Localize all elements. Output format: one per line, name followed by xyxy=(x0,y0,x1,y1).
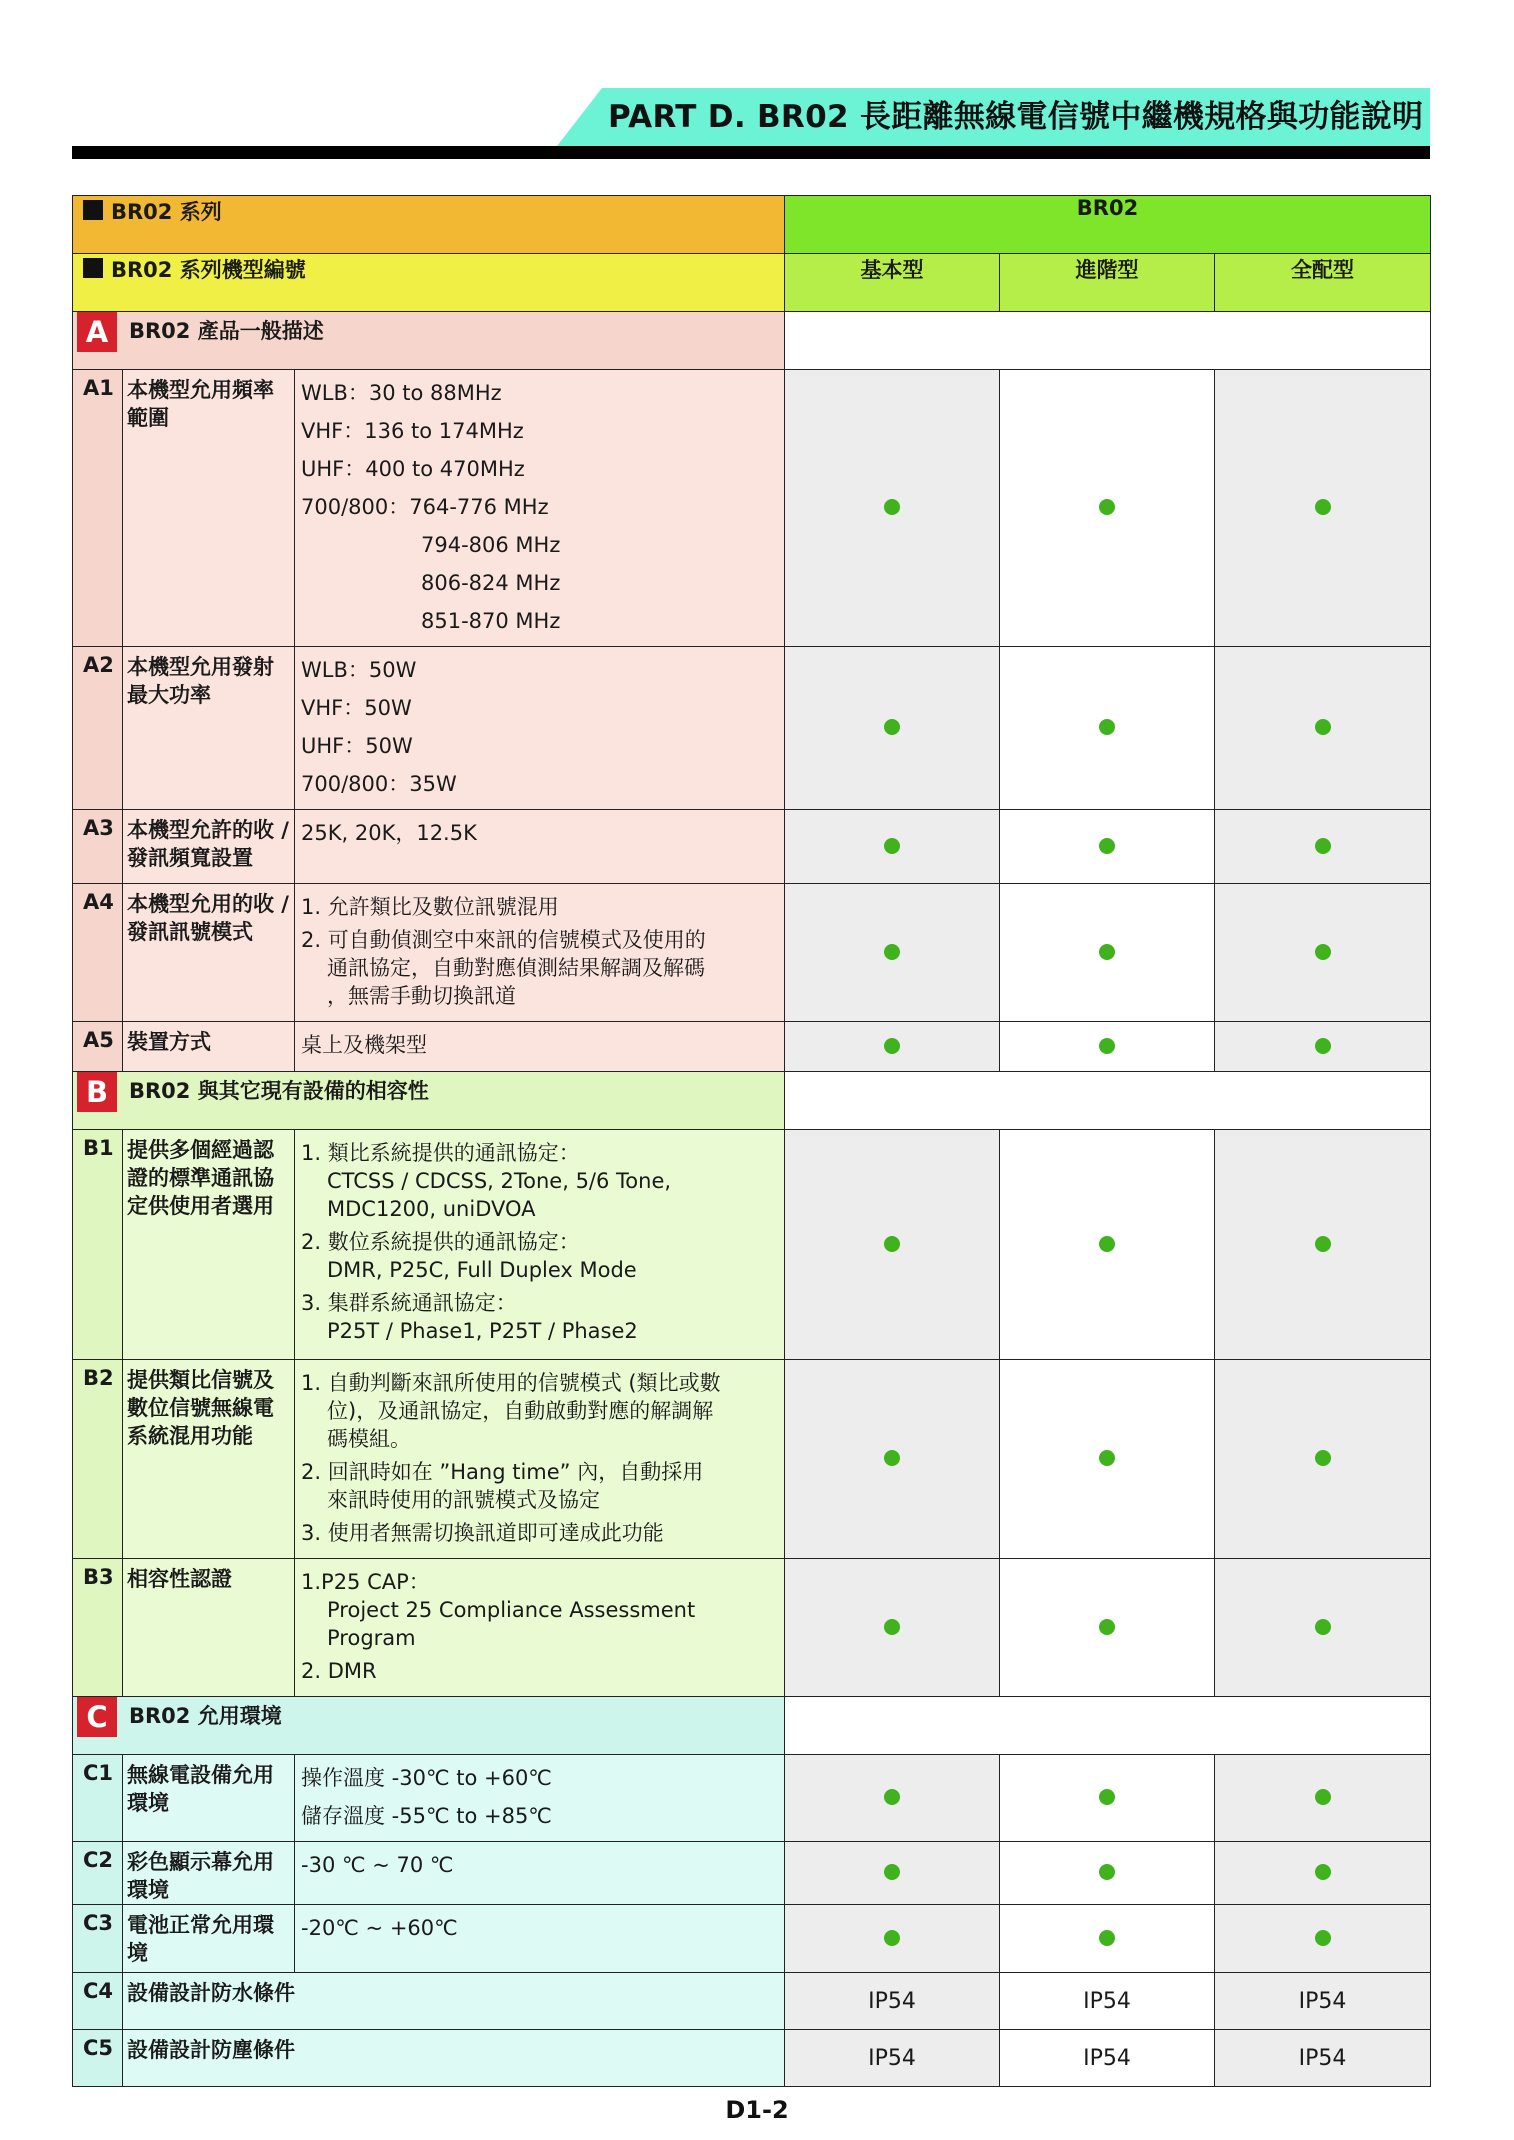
supported-dot-icon xyxy=(1099,838,1115,854)
model-cell xyxy=(1000,2030,1215,2087)
supported-dot-icon xyxy=(1315,1789,1331,1805)
supported-dot-icon xyxy=(1315,1450,1331,1466)
spec-row-id: C2 xyxy=(73,1842,123,1905)
spec-row-description xyxy=(295,647,785,810)
model-cell xyxy=(785,1842,1000,1905)
supported-dot-icon xyxy=(1315,944,1331,960)
numbered-item xyxy=(301,1228,778,1284)
spec-row-id: B2 xyxy=(73,1360,123,1559)
spec-row xyxy=(73,1905,1431,1973)
model-cell xyxy=(785,1755,1000,1842)
model-cell xyxy=(785,1360,1000,1559)
model-cell xyxy=(1000,1905,1215,1973)
spec-row-description xyxy=(295,1022,785,1072)
numbered-item-continuation: ，無需手動切換訊道 xyxy=(327,984,516,1008)
model-cell xyxy=(1215,370,1431,647)
model-cell xyxy=(785,1973,1000,2030)
model-label-cell xyxy=(73,254,785,312)
supported-dot-icon xyxy=(884,719,900,735)
numbered-item-lead: 3. 使用者無需切換訊道即可達成此功能 xyxy=(301,1521,664,1545)
section-header-a xyxy=(73,312,1431,370)
description-line: 851-870 MHz xyxy=(421,609,561,633)
model-full: 全配型 xyxy=(1215,254,1431,312)
spec-row xyxy=(73,1360,1431,1559)
spec-row-id: C3 xyxy=(73,1905,123,1973)
model-cell xyxy=(785,1130,1000,1360)
supported-dot-icon xyxy=(884,1789,900,1805)
numbered-item-lead: 2. DMR xyxy=(301,1659,377,1683)
model-cell xyxy=(1000,1842,1215,1905)
spec-row-name: 相容性認證 xyxy=(123,1559,295,1697)
numbered-item-lead: 3. 集群系統通訊協定： xyxy=(301,1291,517,1315)
spec-row-name: 裝置方式 xyxy=(123,1022,295,1072)
spec-row-name: 本機型允用發射最大功率 xyxy=(123,647,295,810)
model-row xyxy=(73,254,1431,312)
description-line: 700/800：35W xyxy=(301,772,457,796)
model-cell xyxy=(1215,1130,1431,1360)
model-cell xyxy=(1215,1905,1431,1973)
model-cell xyxy=(1000,1130,1215,1360)
spec-row-id: B3 xyxy=(73,1559,123,1697)
supported-dot-icon xyxy=(884,838,900,854)
series-label: BR02 系列 xyxy=(111,200,222,224)
spec-row-description xyxy=(295,1755,785,1842)
numbered-item xyxy=(301,1657,778,1685)
numbered-item-continuation: Program xyxy=(327,1626,416,1650)
spec-row-description xyxy=(295,884,785,1022)
header-rule xyxy=(72,146,1430,159)
model-cell xyxy=(1215,884,1431,1022)
spec-table xyxy=(72,195,1431,2087)
series-label-cell xyxy=(73,196,785,254)
description-line: -20℃ ~ +60℃ xyxy=(301,1916,458,1940)
numbered-item-continuation: 碼模組。 xyxy=(327,1427,411,1451)
description-line: 儲存溫度 -55℃ to +85℃ xyxy=(301,1804,552,1828)
spec-row-name: 設備設計防塵條件 xyxy=(123,2030,785,2087)
section-header-blank xyxy=(785,1697,1431,1755)
model-cell xyxy=(1215,1973,1431,2030)
spec-row-id: B1 xyxy=(73,1130,123,1360)
numbered-item-lead: 1. 自動判斷來訊所使用的信號模式 (類比或數 xyxy=(301,1371,721,1395)
supported-dot-icon xyxy=(884,1619,900,1635)
square-bullet-icon xyxy=(83,200,103,220)
supported-dot-icon xyxy=(884,1864,900,1880)
numbered-item-continuation: 位)，及通訊協定，自動啟動對應的解調解 xyxy=(327,1399,714,1423)
numbered-item-lead: 2. 回訊時如在 ”Hang time” 內，自動採用 xyxy=(301,1460,704,1484)
supported-dot-icon xyxy=(1315,1038,1331,1054)
spec-row-description xyxy=(295,370,785,647)
section-letter-badge: C xyxy=(77,1697,117,1737)
supported-dot-icon xyxy=(884,1930,900,1946)
spec-row xyxy=(73,1130,1431,1360)
model-cell xyxy=(785,1559,1000,1697)
numbered-item-lead: 2. 可自動偵測空中來訊的信號模式及使用的 xyxy=(301,928,706,952)
model-cell xyxy=(1215,1360,1431,1559)
model-cell xyxy=(785,1905,1000,1973)
supported-dot-icon xyxy=(1315,1930,1331,1946)
section-title-cell xyxy=(73,1697,785,1755)
page-number: D1-2 xyxy=(725,2096,789,2124)
description-line: 806-824 MHz xyxy=(421,571,561,595)
spec-row-id: A1 xyxy=(73,370,123,647)
numbered-item-continuation: CTCSS / CDCSS, 2Tone, 5/6 Tone, xyxy=(327,1169,672,1193)
section-title: BR02 允用環境 xyxy=(129,1704,282,1728)
spec-row-description xyxy=(295,1559,785,1697)
supported-dot-icon xyxy=(1099,1789,1115,1805)
model-cell xyxy=(785,647,1000,810)
description-line: UHF：50W xyxy=(301,734,413,758)
spec-row-name: 本機型允許的收 / 發訊頻寬設置 xyxy=(123,810,295,884)
supported-dot-icon xyxy=(884,1236,900,1252)
description-line: WLB：30 to 88MHz xyxy=(301,381,502,405)
supported-dot-icon xyxy=(1099,1236,1115,1252)
description-line: 25K, 20K，12.5K xyxy=(301,821,477,845)
model-label: BR02 系列機型編號 xyxy=(111,258,306,282)
numbered-item-continuation: MDC1200, uniDVOA xyxy=(327,1197,536,1221)
rating-value: IP54 xyxy=(1298,2045,1347,2071)
section-header-c xyxy=(73,1697,1431,1755)
supported-dot-icon xyxy=(1315,719,1331,735)
spec-row-description xyxy=(295,1842,785,1905)
spec-row-id: A4 xyxy=(73,884,123,1022)
spec-row-name: 本機型允用的收 / 發訊訊號模式 xyxy=(123,884,295,1022)
model-cell xyxy=(1215,1559,1431,1697)
square-bullet-icon xyxy=(83,258,103,278)
supported-dot-icon xyxy=(1099,1864,1115,1880)
spec-row-description xyxy=(295,810,785,884)
description-line: WLB：50W xyxy=(301,658,417,682)
supported-dot-icon xyxy=(1099,1038,1115,1054)
model-cell xyxy=(1000,884,1215,1022)
supported-dot-icon xyxy=(884,499,900,515)
spec-row xyxy=(73,810,1431,884)
description-line: 操作溫度 -30℃ to +60℃ xyxy=(301,1766,552,1790)
numbered-item-lead: 1. 類比系統提供的通訊協定： xyxy=(301,1141,580,1165)
section-header-blank xyxy=(785,1072,1431,1130)
spec-row xyxy=(73,1973,1431,2030)
model-cell xyxy=(1000,1360,1215,1559)
numbered-item xyxy=(301,1289,778,1345)
numbered-item-lead: 1. 允許類比及數位訊號混用 xyxy=(301,895,559,919)
spec-row-name: 電池正常允用環境 xyxy=(123,1905,295,1973)
numbered-item xyxy=(301,926,778,1010)
spec-row-description xyxy=(295,1130,785,1360)
description-line: UHF：400 to 470MHz xyxy=(301,457,525,481)
supported-dot-icon xyxy=(1315,1236,1331,1252)
model-cell xyxy=(1215,1022,1431,1072)
spec-row-name: 本機型允用頻率範圍 xyxy=(123,370,295,647)
section-header-blank xyxy=(785,312,1431,370)
numbered-item-continuation: 通訊協定，自動對應偵測結果解調及解碼 xyxy=(327,956,705,980)
spec-row xyxy=(73,1755,1431,1842)
spec-row-id: C1 xyxy=(73,1755,123,1842)
rating-value: IP54 xyxy=(1083,1988,1131,2014)
model-cell xyxy=(785,2030,1000,2087)
spec-row-id: A3 xyxy=(73,810,123,884)
spec-row-name: 提供多個經過認證的標準通訊協定供使用者選用 xyxy=(123,1130,295,1360)
rating-value: IP54 xyxy=(1083,2045,1131,2071)
numbered-item xyxy=(301,893,778,921)
model-cell xyxy=(1000,1755,1215,1842)
numbered-item xyxy=(301,1568,778,1652)
description-line: VHF：136 to 174MHz xyxy=(301,419,524,443)
spec-row-id: A2 xyxy=(73,647,123,810)
spec-row-id: C4 xyxy=(73,1973,123,2030)
section-title-cell xyxy=(73,312,785,370)
section-letter-badge: B xyxy=(77,1072,117,1112)
model-cell xyxy=(1215,1755,1431,1842)
model-cell xyxy=(1000,810,1215,884)
supported-dot-icon xyxy=(1099,944,1115,960)
model-cell xyxy=(785,884,1000,1022)
supported-dot-icon xyxy=(1099,499,1115,515)
spec-row xyxy=(73,1022,1431,1072)
model-cell xyxy=(1215,1842,1431,1905)
numbered-item xyxy=(301,1519,778,1547)
spec-row-id: A5 xyxy=(73,1022,123,1072)
supported-dot-icon xyxy=(884,1450,900,1466)
description-line: 700/800：764-776 MHz xyxy=(301,495,549,519)
numbered-item-continuation: DMR, P25C, Full Duplex Mode xyxy=(327,1258,637,1282)
series-model-name: BR02 xyxy=(785,196,1431,254)
model-cell xyxy=(1215,647,1431,810)
rating-value: IP54 xyxy=(868,1988,916,2014)
numbered-item-continuation: 來訊時使用的訊號模式及協定 xyxy=(327,1488,600,1512)
section-letter-badge: A xyxy=(77,312,117,352)
model-cell xyxy=(1215,810,1431,884)
spec-row-name: 設備設計防水條件 xyxy=(123,1973,785,2030)
spec-row xyxy=(73,884,1431,1022)
model-cell xyxy=(1000,1559,1215,1697)
numbered-item xyxy=(301,1458,778,1514)
spec-row-description xyxy=(295,1360,785,1559)
spec-row-id: C5 xyxy=(73,2030,123,2087)
spec-row-name: 提供類比信號及數位信號無線電系統混用功能 xyxy=(123,1360,295,1559)
numbered-item-lead: 2. 數位系統提供的通訊協定： xyxy=(301,1230,580,1254)
section-header-b xyxy=(73,1072,1431,1130)
description-line: 794-806 MHz xyxy=(421,533,561,557)
section-title-cell xyxy=(73,1072,785,1130)
supported-dot-icon xyxy=(1099,1450,1115,1466)
numbered-item-continuation: Project 25 Compliance Assessment xyxy=(327,1598,696,1622)
series-row xyxy=(73,196,1431,254)
numbered-item-continuation: P25T / Phase1, P25T / Phase2 xyxy=(327,1319,638,1343)
description-line: -30 ℃ ~ 70 ℃ xyxy=(301,1853,454,1877)
model-cell xyxy=(1215,2030,1431,2087)
page-header-title: PART D. BR02 長距離無線電信號中繼機規格與功能說明 xyxy=(608,99,1424,135)
numbered-item xyxy=(301,1369,778,1453)
supported-dot-icon xyxy=(1099,719,1115,735)
spec-row xyxy=(73,647,1431,810)
spec-row xyxy=(73,1559,1431,1697)
model-cell xyxy=(785,370,1000,647)
model-cell xyxy=(785,810,1000,884)
model-cell xyxy=(785,1022,1000,1072)
spec-row-description xyxy=(295,1905,785,1973)
rating-value: IP54 xyxy=(868,2045,916,2071)
model-basic: 基本型 xyxy=(785,254,1000,312)
supported-dot-icon xyxy=(1315,1864,1331,1880)
spec-row xyxy=(73,2030,1431,2087)
rating-value: IP54 xyxy=(1298,1988,1347,2014)
description-line: 桌上及機架型 xyxy=(301,1033,427,1057)
supported-dot-icon xyxy=(1315,499,1331,515)
spec-row xyxy=(73,370,1431,647)
spec-row xyxy=(73,1842,1431,1905)
section-title: BR02 產品一般描述 xyxy=(129,319,324,343)
supported-dot-icon xyxy=(1099,1930,1115,1946)
model-advanced: 進階型 xyxy=(1000,254,1215,312)
numbered-item-lead: 1.P25 CAP： xyxy=(301,1570,430,1594)
supported-dot-icon xyxy=(884,1038,900,1054)
supported-dot-icon xyxy=(1099,1619,1115,1635)
numbered-item xyxy=(301,1139,778,1223)
section-title: BR02 與其它現有設備的相容性 xyxy=(129,1079,429,1103)
supported-dot-icon xyxy=(1315,838,1331,854)
model-cell xyxy=(1000,1022,1215,1072)
model-cell xyxy=(1000,647,1215,810)
spec-row-name: 無線電設備允用環境 xyxy=(123,1755,295,1842)
description-line: VHF：50W xyxy=(301,696,412,720)
supported-dot-icon xyxy=(1315,1619,1331,1635)
supported-dot-icon xyxy=(884,944,900,960)
spec-row-name: 彩色顯示幕允用環境 xyxy=(123,1842,295,1905)
model-cell xyxy=(1000,1973,1215,2030)
model-cell xyxy=(1000,370,1215,647)
